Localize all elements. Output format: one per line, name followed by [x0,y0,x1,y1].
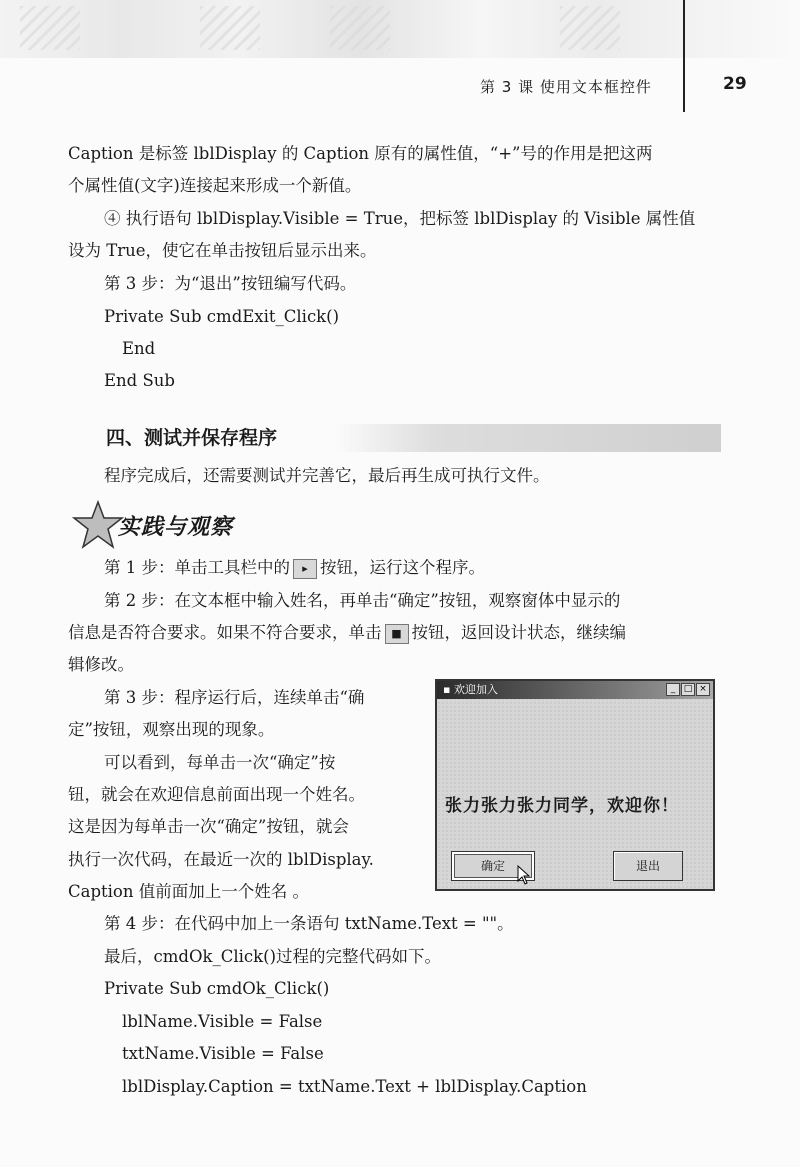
paragraph-line: ④ 执行语句 lblDisplay.Visible = True，把标签 lblDisplay 的 Visible 属性值 [104,209,696,228]
step-text: 最后，cmdOk_Click()过程的完整代码如下。 [104,947,442,966]
header-banner [0,0,800,58]
code-line: txtName.Visible = False [122,1044,324,1063]
close-icon[interactable]: × [696,683,710,696]
header-divider [683,0,685,112]
window-controls [666,683,710,696]
window-title: 欢迎加入 [453,683,498,696]
step-text: 可以看到，每单击一次“确定”按 [104,753,336,772]
code-line: lblName.Visible = False [122,1012,323,1031]
step-text-part: 第 1 步：单击工具栏中的 [104,558,290,577]
step-text-part: 按钮，运行这个程序。 [320,558,485,577]
running-title: 第 3 课 使用文本框控件 [480,78,652,96]
welcome-message: 张力张力张力同学，欢迎你！ [445,796,679,816]
step-text: 第 3 步：程序运行后，连续单击“确 [104,688,365,707]
step-text: 第 2 步：在文本框中输入姓名，再单击“确定”按钮，观察窗体中显示的 [104,591,621,610]
practice-banner [72,500,262,550]
paragraph-line: Caption 是标签 lblDisplay 的 Caption 原有的属性值，“+”号的作用是把这两 [68,144,653,163]
paragraph-line: 个属性值(文字)连接起来形成一个新值。 [68,176,362,195]
paragraph-line: 程序完成后，还需要测试并完善它，最后再生成可执行文件。 [104,466,550,485]
page-number: 29 [723,74,747,94]
step-text: 辑修改。 [68,655,134,674]
paragraph-line: 设为 True，使它在单击按钮后显示出来。 [68,241,377,260]
code-line: End [122,339,156,358]
code-line: Private Sub cmdOk_Click() [104,979,330,998]
step-text: 第 3 步：为“退出”按钮编写代码。 [104,274,357,293]
exit-button[interactable]: 退出 [613,851,683,881]
step-text: 执行一次代码，在最近一次的 lblDisplay. [68,850,374,869]
ok-button[interactable]: 确定 [451,851,535,881]
step-text-part: 信息是否符合要求。如果不符合要求，单击 [68,623,382,642]
star-icon [72,500,124,550]
run-icon: ▸ [293,559,317,579]
banner-decoration [330,6,390,50]
banner-decoration [20,6,80,50]
window-titlebar [437,681,713,699]
step-text: 这是因为每单击一次“确定”按钮，就会 [68,817,349,836]
banner-decoration [200,6,260,50]
step-text: 第 4 步：在代码中加上一条语句 txtName.Text = ""。 [104,914,514,933]
section-heading-text: 四、测试并保存程序 [106,427,278,449]
window-icon: ▪ [443,683,454,696]
banner-decoration [560,6,620,50]
step-text: 定”按钮，观察出现的现象。 [68,720,275,739]
step-text: 钮，就会在欢迎信息前面出现一个姓名。 [68,785,365,804]
code-line: End Sub [104,371,175,390]
app-window-screenshot [435,679,715,891]
step-text: Caption 值前面加上一个姓名 。 [68,882,309,901]
code-line: lblDisplay.Caption = txtName.Text + lblDisplay.Caption [122,1077,587,1096]
step-text [68,622,626,644]
maximize-icon[interactable]: □ [681,683,695,696]
mouse-cursor-icon [517,865,531,885]
minimize-icon[interactable]: _ [666,683,680,696]
stop-icon: ■ [385,624,409,644]
step-text [104,557,485,579]
code-line: Private Sub cmdExit_Click() [104,307,340,326]
step-text-part: 按钮，返回设计状态，继续编 [411,623,626,642]
section-heading [106,424,721,452]
practice-title: 实践与观察 [118,514,234,540]
